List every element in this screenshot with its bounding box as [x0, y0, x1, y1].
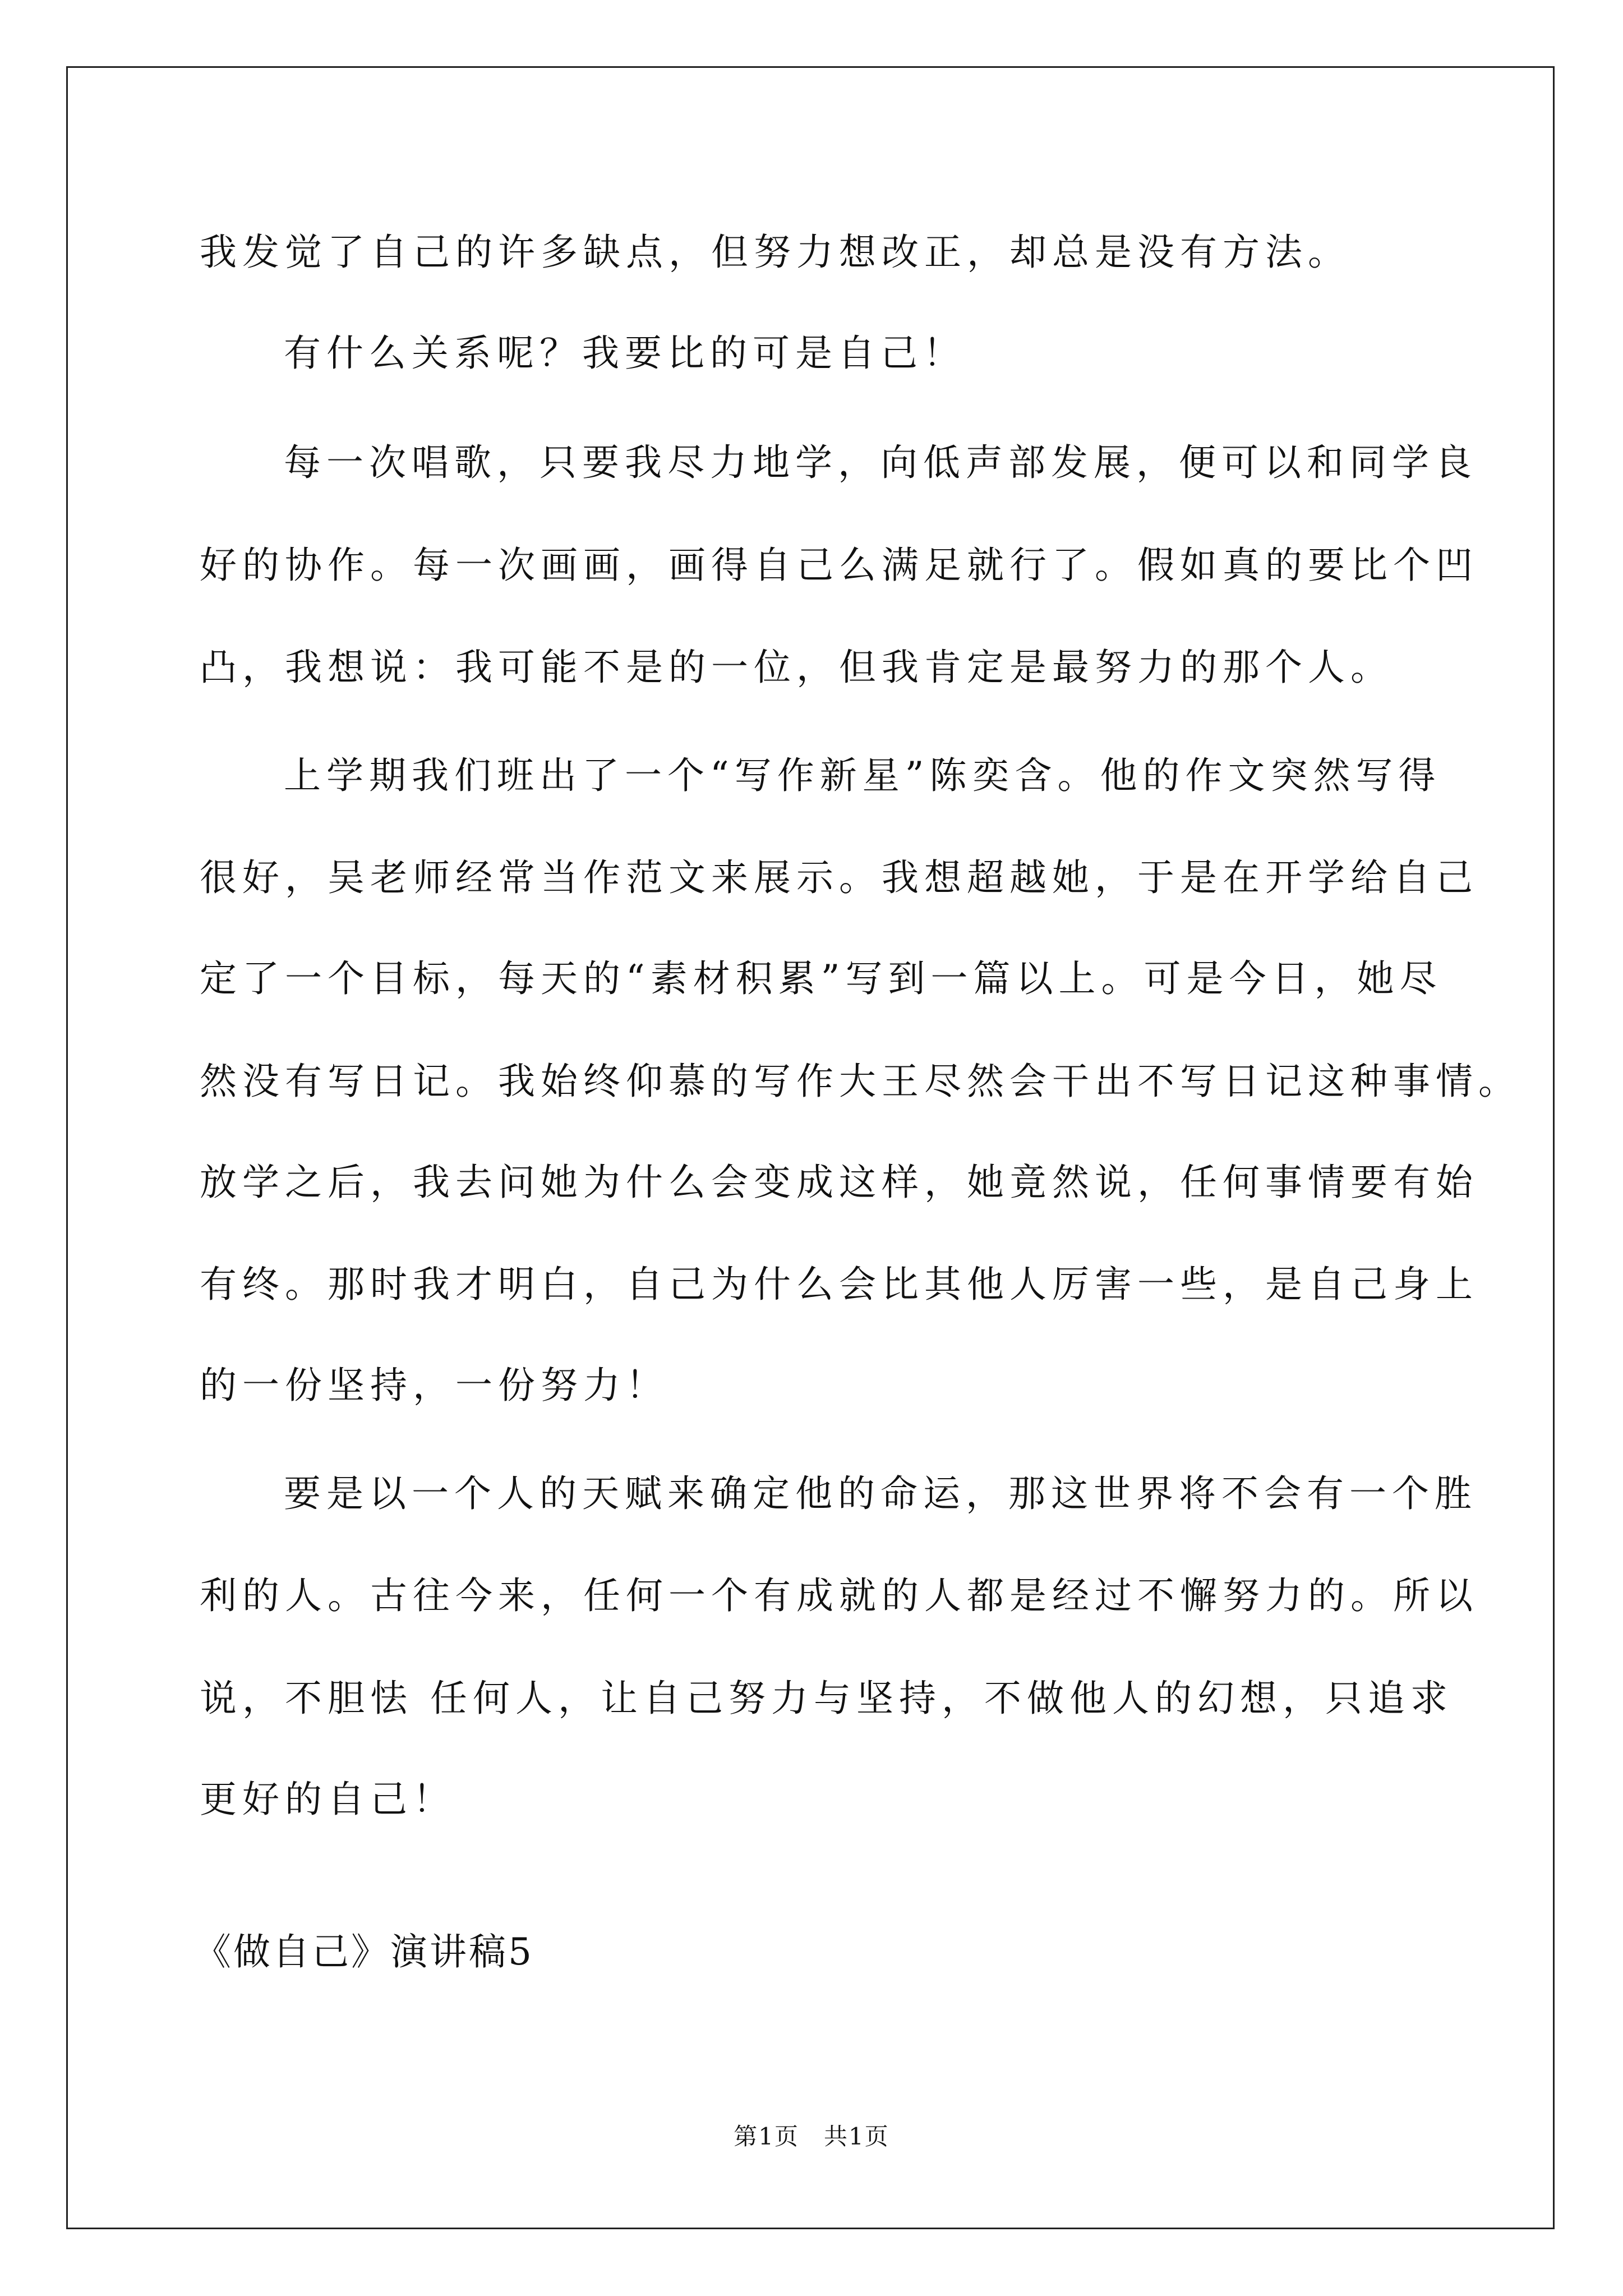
text-line: 很好，吴老师经常当作范文来展示。我想超越她，于是在开学给自己	[200, 856, 1478, 899]
text-line: 上学期我们班出了一个“写作新星”陈奕含。他的作文突然写得	[284, 754, 1441, 797]
text-line: 我发觉了自己的许多缺点，但努力想改正，却总是没有方法。	[200, 231, 1350, 274]
text-line: 更好的自己！	[200, 1778, 455, 1821]
section-heading: 《做自己》演讲稿5	[194, 1930, 534, 1973]
text-line: 定了一个目标，每天的“素材积累”写到一篇以上。可是今日，她尽	[200, 957, 1442, 1000]
text-line: 好的协作。每一次画画，画得自己么满足就行了。假如真的要比个凹	[200, 544, 1478, 587]
page-border	[66, 66, 1555, 2229]
text-line: 有什么关系呢？我要比的可是自己！	[284, 332, 966, 375]
text-line: 每一次唱歌，只要我尽力地学，向低声部发展，便可以和同学良	[284, 441, 1477, 484]
text-line: 放学之后，我去问她为什么会变成这样，她竟然说，任何事情要有始	[200, 1161, 1478, 1204]
text-line: 然没有写日记。我始终仰慕的写作大王尽然会干出不写日记这种事情。	[200, 1060, 1521, 1103]
text-line: 要是以一个人的天赋来确定他的命运，那这世界将不会有一个胜	[284, 1472, 1477, 1515]
text-line: 说，不胆怯 任何人，让自己努力与坚持，不做他人的幻想，只追求	[200, 1677, 1453, 1720]
text-line: 有终。那时我才明白，自己为什么会比其他人厉害一些，是自己身上	[200, 1263, 1478, 1306]
text-line: 利的人。古往今来，任何一个有成就的人都是经过不懈努力的。所以	[200, 1574, 1478, 1617]
page-footer: 第1页 共1页	[734, 2123, 889, 2150]
text-line: 凸，我想说：我可能不是的一位，但我肯定是最努力的那个人。	[200, 646, 1393, 689]
text-line: 的一份坚持，一份努力！	[200, 1364, 668, 1407]
